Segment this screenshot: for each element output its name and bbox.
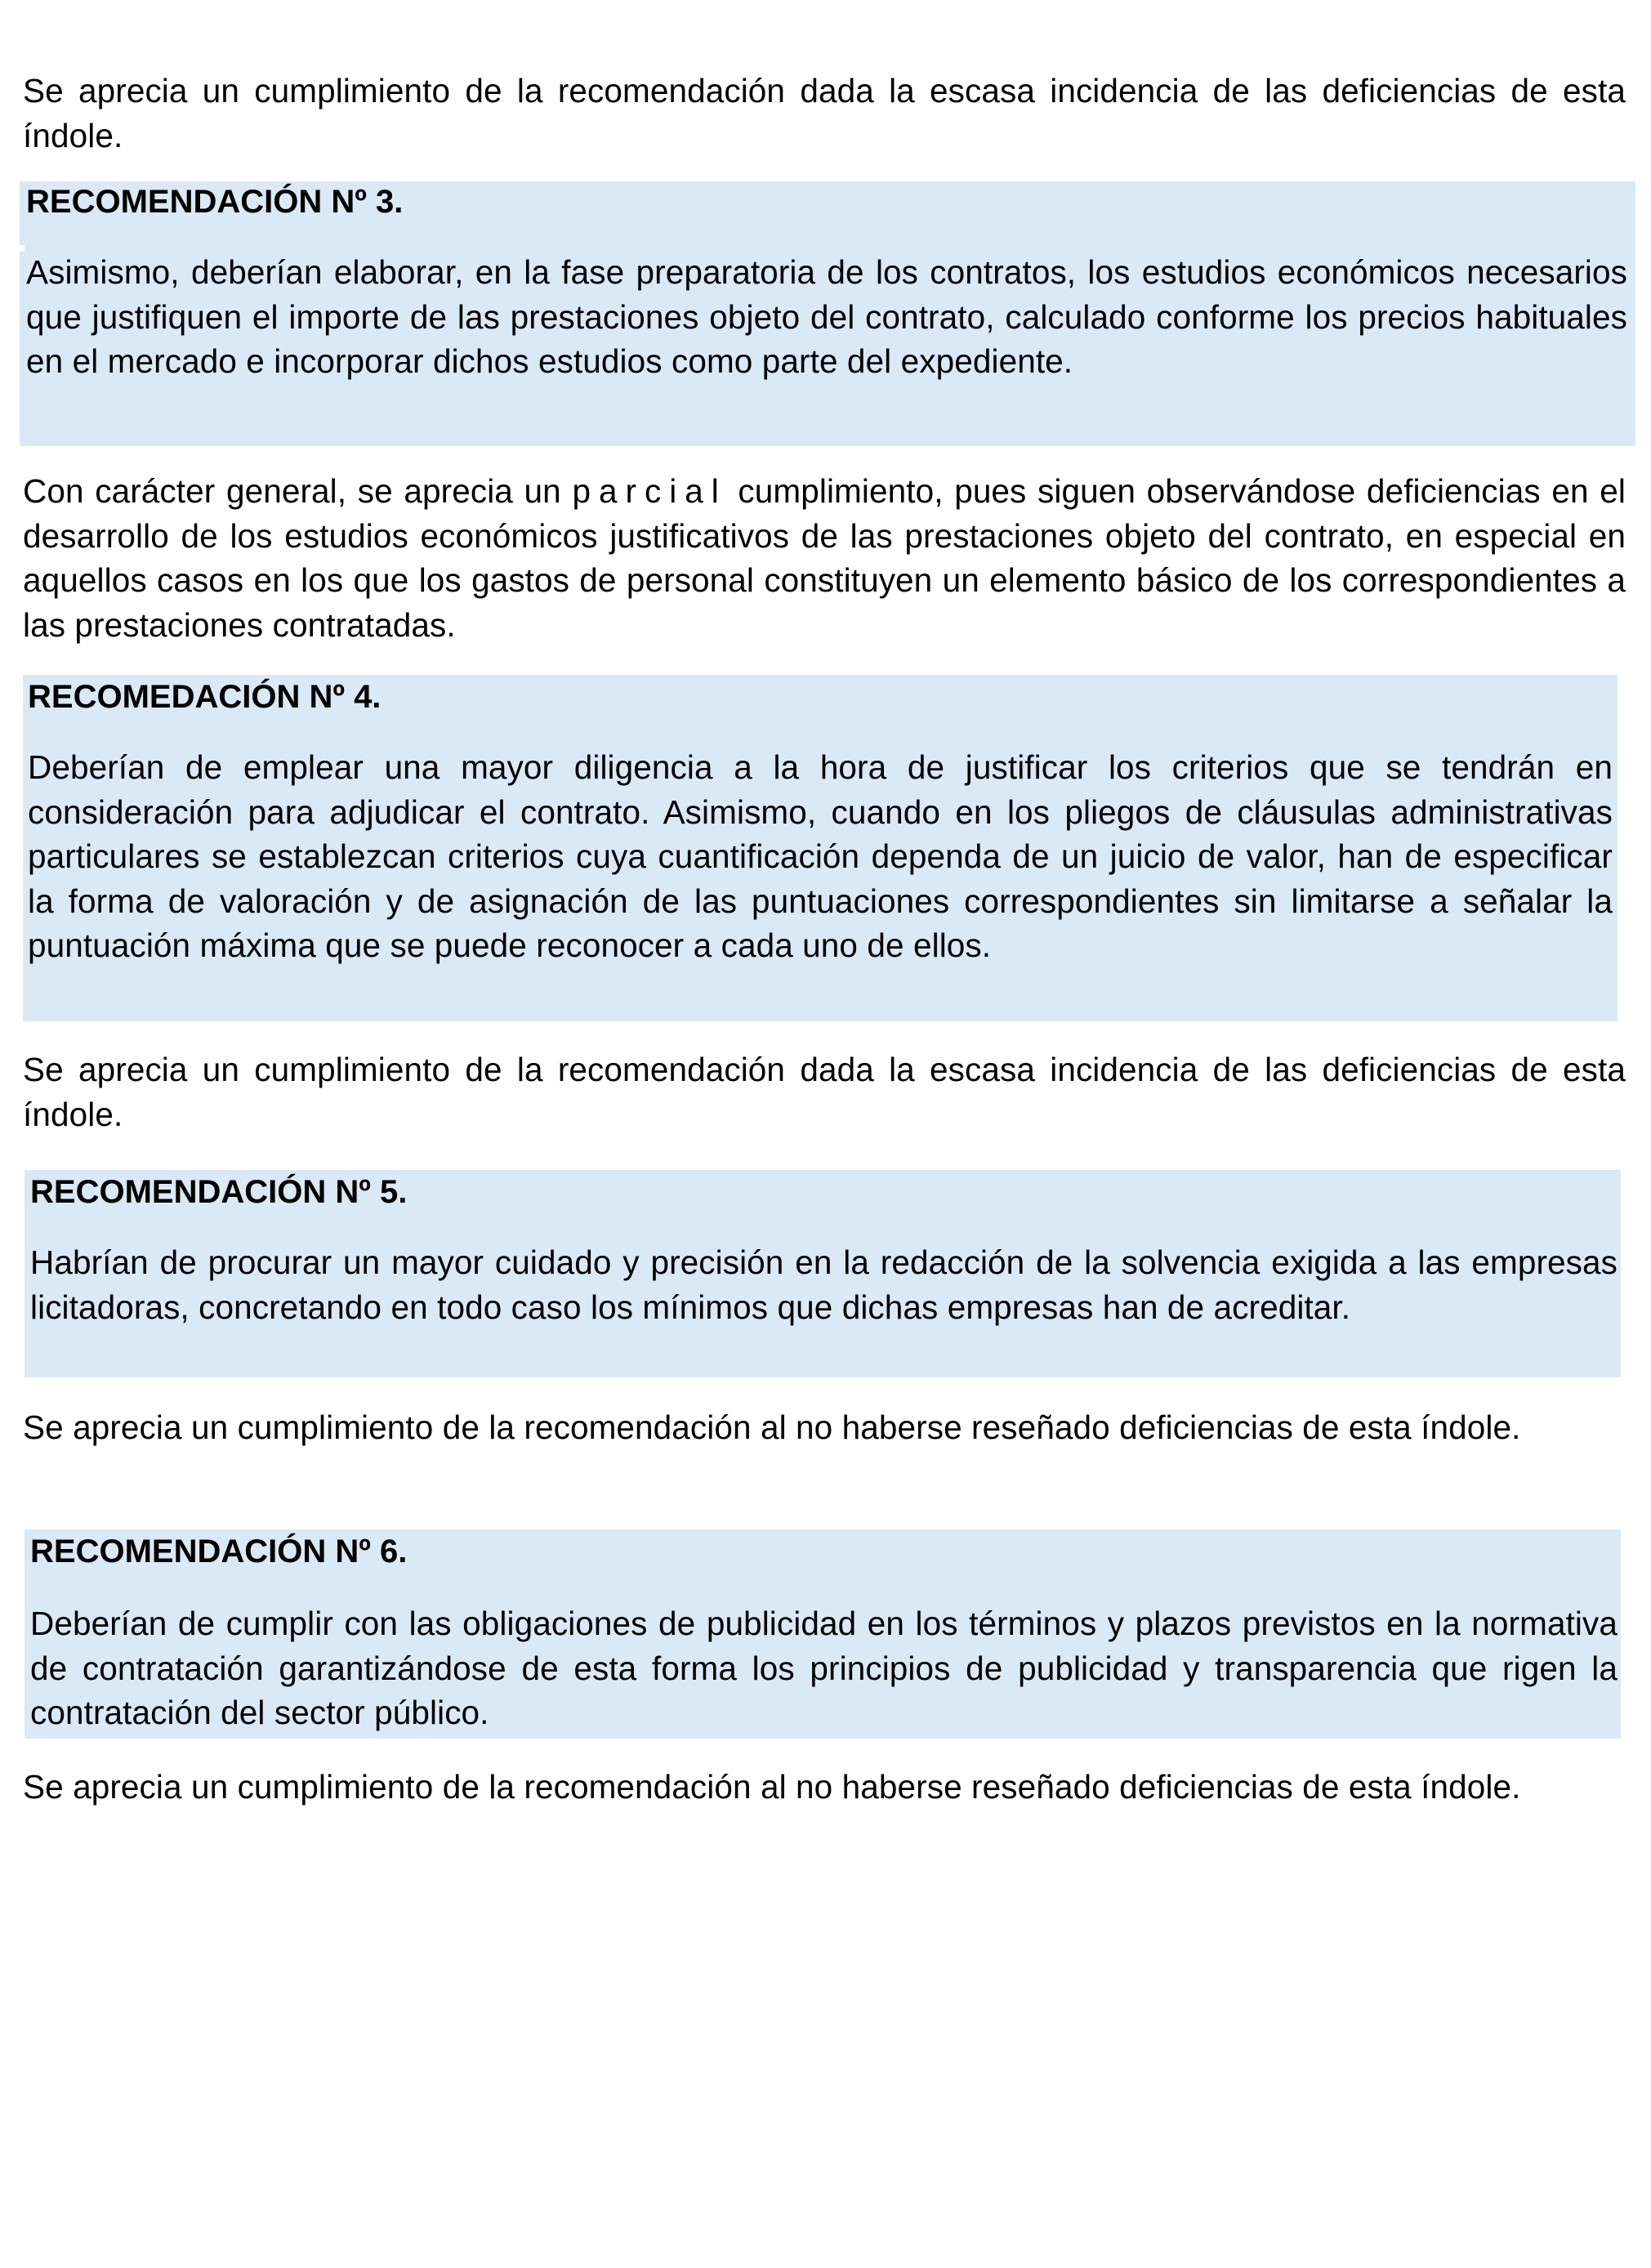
emphasis-parcial: parcial <box>572 472 727 510</box>
paragraph-compliance-3: Se aprecia un cumplimiento de la recomendación dada la escasa incidencia de las deficiencias de esta índole. <box>23 1051 1626 1133</box>
recommendation-text-3: Asimismo, deberían elaborar, en la fase preparatoria de los contratos, los estudios económicos necesarios que justifiquen el importe de las prestaciones objeto del contrato, calculado conforme los precios habituales en el mercado e incorporar dichos estudios como parte del expediente. <box>26 253 1627 380</box>
recommendation-title-5: RECOMENDACIÓN Nº 5. <box>30 1174 408 1210</box>
recommendation-title-6: RECOMENDACIÓN Nº 6. <box>30 1534 408 1569</box>
paragraph-compliance-2-start: Con carácter general, se aprecia un <box>23 472 573 510</box>
paragraph-compliance-1: Se aprecia un cumplimiento de la recomendación dada la escasa incidencia de las deficiencias de esta índole. <box>23 72 1626 154</box>
recommendation-text-5: Habrían de procurar un mayor cuidado y precisión en la redacción de la solvencia exigida a las empresas licitadoras, concretando en todo caso los mínimos que dichas empresas han de acreditar. <box>30 1243 1618 1326</box>
recommendation-text-6: Deberían de cumplir con las obligaciones de publicidad en los términos y plazos previstos en la normativa de contratación garantizándose de esta forma los principios de publicidad y transparencia que rigen la contratación del sector público. <box>30 1605 1618 1731</box>
recommendation-title-3: RECOMENDACIÓN Nº 3. <box>26 184 404 220</box>
recommendation-title-4: RECOMEDACIÓN Nº 4. <box>28 679 382 715</box>
paragraph-compliance-4: Se aprecia un cumplimiento de la recomendación al no haberse reseñado deficiencias de esta índole. <box>23 1409 1521 1446</box>
paragraph-compliance-2 <box>23 469 1626 647</box>
paragraph-compliance-5: Se aprecia un cumplimiento de la recomendación al no haberse reseñado deficiencias de esta índole. <box>23 1768 1521 1806</box>
box-edge-gap <box>20 245 25 252</box>
paragraph-compliance-2-end: cumplimiento, pues siguen observándose deficiencias en el desarrollo de los estudios económicos justificativos de las prestaciones objeto del contrato, en especial en aquellos casos en los que los gastos de personal constituyen un elemento básico de los correspondientes a las prestaciones contratadas. <box>23 472 1626 644</box>
recommendation-text-4: Deberían de emplear una mayor diligencia a la hora de justificar los criterios que se tendrán en consideración para adjudicar el contrato. Asimismo, cuando en los pliegos de cláusulas administrativas particulares se establezcan criterios cuya cuantificación dependa de un juicio de valor, han de especificar la forma de valoración y de asignación de las puntuaciones correspondientes sin limitarse a señalar la puntuación máxima que se puede reconocer a cada uno de ellos. <box>28 748 1613 964</box>
